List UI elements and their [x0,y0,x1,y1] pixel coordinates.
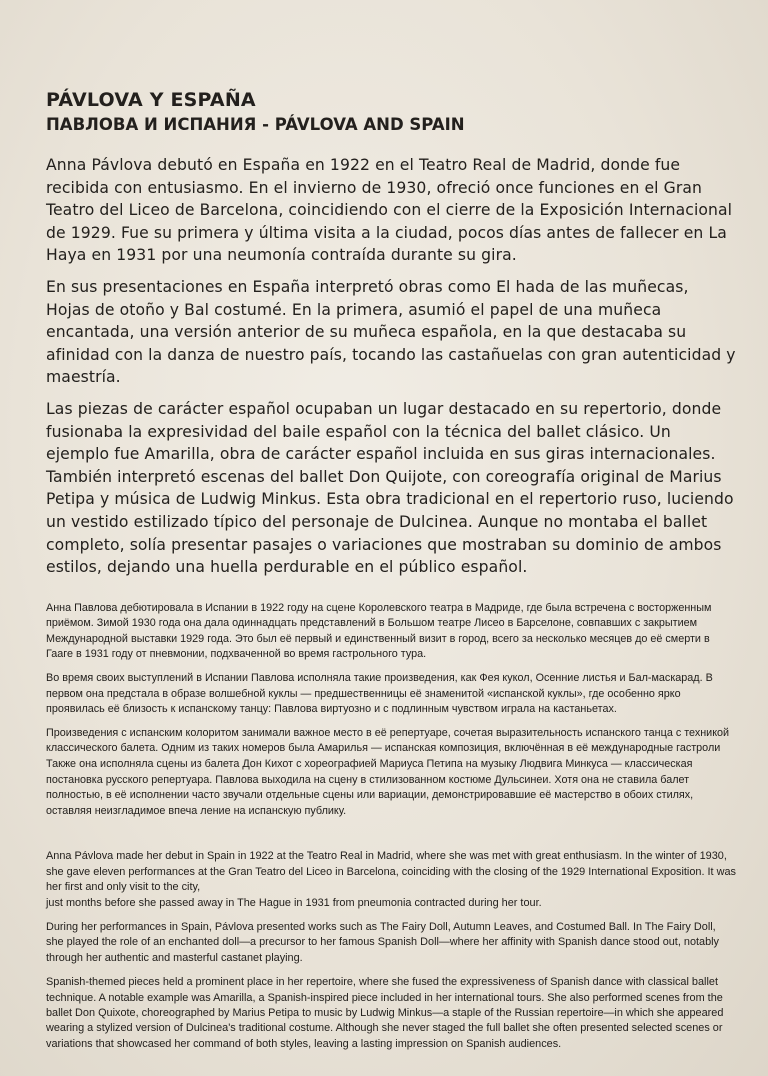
russian-paragraph: Произведения с испанским колоритом занимали важное место в её репертуаре, сочетая выразительность испанского танца с техникой классического балета. Одним из таких номеров была Амарилья — испанская композиция, включённая в её международные гастроли Также она исполняла сцены из балета Дон Кихот с хореографией Мариуса Петипа на музыку Людвига Минкуса — классическая постановка русского репертуара. Павлова выходила на сцену в стилизованном костюме Дульсинеи. Хотя она не ставила балет полностью, в её исполнении часто звучали отдельные сцены или вариации, демонстрировавшие её мастерство в обоих стилях, оставляя неизгладимое впеча ление на испанскую публику. [46,726,730,817]
english-paragraph: During her performances in Spain, Pávlova presented works such as The Fairy Doll, Autumn Leaves, and Costumed Ball. In The Fairy Doll, she played the role of an enchanted doll—a precursor to her famous Spanish Doll—where her affinity with Spanish dance stood out, notably through her authentic and masterful castanet playing. [46,921,720,964]
exhibition-wall-panel [46,88,736,1061]
russian-paragraph: Во время своих выступлений в Испании Павлова исполняла такие произведения, как Фея кукол, Осенние листья и Бал-маскарад. В первом она предстала в образе волшебной куклы — предшественницы её знаменитой «испанской куклы», где особенно ярко проявилась её близость к испанскому танцу: Павлова виртуозно и с подлинным чувством играла на кастаньетах. [46,672,713,716]
russian-paragraph: Анна Павлова дебютировала в Испании в 1922 году на сцене Королевского театра в Мадриде, где была встречена с восторженным приёмом. Зимой 1930 года она дала одиннадцать представлений в Большом театре Лисео в Барселоне, совпавших с закрытием Международной выставки 1929 года. Это был её первый и единственный визит в город, всего за несколько месяцев до её смерти в Гааге в 1931 году от пневмонии, подхваченной во время гастрольного тура. [46,601,712,661]
english-text-block [46,849,736,1052]
spanish-paragraph: En sus presentaciones en España interpretó obras como El hada de las muñecas, Hojas de otoño y Bal costumé. En la primera, asumió el papel de una muñeca encantada, una versión anterior de su muñeca española, en la que destacaba su afinidad con la danza de nuestro país, tocando las castañuelas con gran autenticidad y maestría. [46,277,736,387]
russian-text-block [46,601,736,820]
spanish-paragraph: Anna Pávlova debutó en España en 1922 en el Teatro Real de Madrid, donde fue recibida con entusiasmo. En el invierno de 1930, ofreció once funciones en el Gran Teatro del Liceo de Barcelona, coincidiendo con el cierre de la Exposición Internacional de 1929. Fue su primera y última visita a la ciudad, pocos días antes de fallecer en La Haya en 1931 por una neumonía contraída durante su gira. [46,156,733,265]
spanish-text-block [46,154,736,579]
spanish-paragraph: Las piezas de carácter español ocupaban un lugar destacado en su repertorio, donde fusionaba la expresividad del baile español con la técnica del ballet clásico. Un ejemplo fue Amarilla, obra de carácter español incluida en sus giras internacionales. También interpretó escenas del ballet Don Quijote, con coreografía original de Marius Petipa y música de Ludwig Minkus. Esta obra tradicional en el repertorio ruso, luciendo un vestido estilizado típico del personaje de Dulcinea. Aunque no montaba el ballet completo, solía presentar pasajes o variaciones que mostraban su dominio de ambos estilos, dejando una huella perdurable en el público español. [46,399,734,577]
panel-subtitle: ПАВЛОВА И ИСПАНИЯ - PÁVLOVA AND SPAIN [46,115,465,134]
english-paragraph: Anna Pávlova made her debut in Spain in 1922 at the Teatro Real in Madrid, where she was met with great enthusiasm. In the winter of 1930, she gave eleven performances at the Gran Teatro del Liceo in Barcelona, coinciding with the closing of the 1929 International Exposition. It was her first and only visit to the city, [46,850,736,894]
english-paragraph: Spanish-themed pieces held a prominent place in her repertoire, where she fused the expressiveness of Spanish dance with classical ballet technique. A notable example was Amarilla, a Spanish-inspired piece included in her international tours. She also performed scenes from the ballet Don Quixote, choreographed by Marius Petipa to music by Ludwig Minkus—a staple of the Russian repertoire—in which she appeared wearing a stylized version of Dulcinea's traditional costume. Although she never staged the full ballet she often presented selected scenes or variations that showcased her command of both styles, leaving a lasting impression on Spanish audiences. [46,976,724,1050]
english-paragraph: just months before she passed away in The Hague in 1931 from pneumonia contracted during her tour. [46,896,542,909]
panel-title: PÁVLOVA Y ESPAÑA [46,89,256,111]
